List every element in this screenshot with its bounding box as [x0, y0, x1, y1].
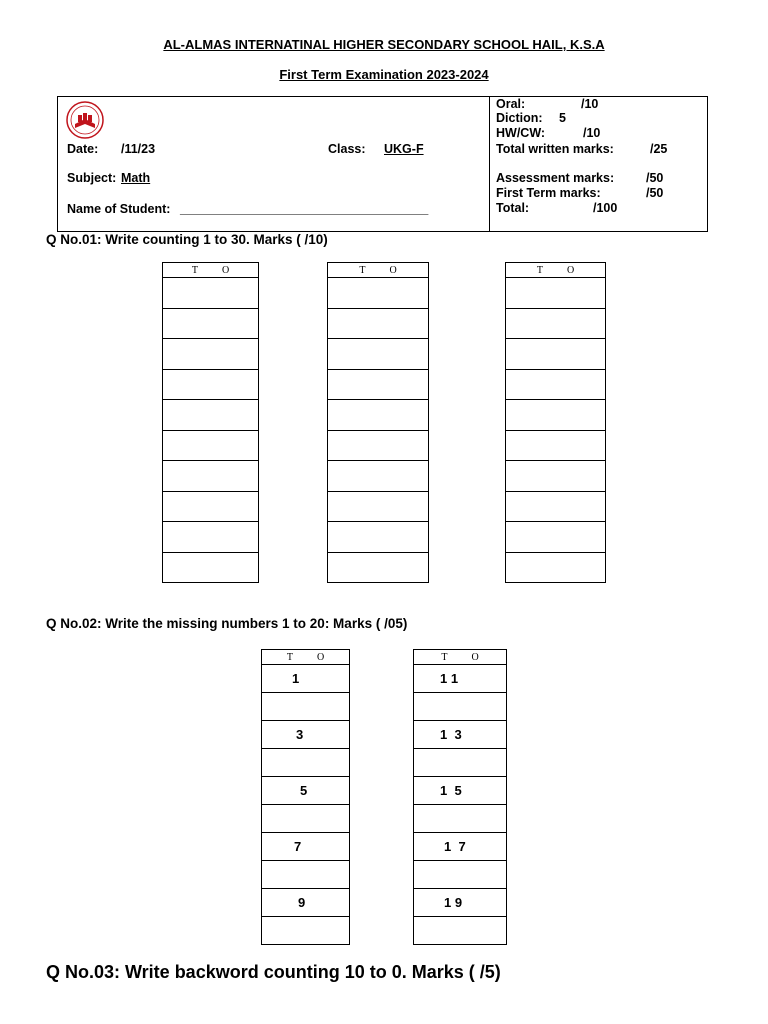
answer-cell[interactable] — [328, 339, 429, 370]
answer-cell[interactable] — [506, 491, 606, 522]
answer-cell[interactable] — [262, 693, 350, 721]
subject-label: Subject: — [67, 171, 117, 185]
col-t: T — [441, 651, 448, 663]
written-marks-label: Total written marks: — [496, 142, 614, 156]
col-o: O — [566, 264, 575, 276]
assessment-marks-value: /50 — [646, 171, 664, 185]
assessment-marks-label: Assessment marks: — [496, 171, 615, 185]
number-cell: 3 — [262, 721, 350, 749]
answer-cell[interactable] — [163, 400, 259, 431]
first-term-marks-value: /50 — [646, 186, 664, 200]
answer-cell[interactable] — [506, 400, 606, 431]
q2-grid-left — [261, 649, 350, 945]
answer-cell[interactable] — [414, 693, 507, 721]
answer-cell[interactable] — [328, 308, 429, 339]
answer-cell[interactable] — [262, 917, 350, 945]
total-label: Total: — [496, 201, 530, 215]
answer-cell[interactable] — [163, 430, 259, 461]
answer-cell[interactable] — [328, 400, 429, 431]
answer-cell[interactable] — [262, 749, 350, 777]
hwcw-label: HW/CW: — [496, 126, 546, 140]
subject-value: Math — [121, 171, 151, 185]
question-2: Q No.02: Write the missing numbers 1 to 20: Marks ( /05) — [46, 616, 408, 631]
class-value: UKG-F — [384, 142, 424, 156]
answer-cell[interactable] — [506, 522, 606, 553]
number-cell: 1 9 — [414, 889, 507, 917]
answer-cell[interactable] — [163, 339, 259, 370]
answer-cell[interactable] — [328, 278, 429, 309]
school-name: AL-ALMAS INTERNATINAL HIGHER SECONDARY SCHOOL HAIL, K.S.A — [163, 37, 605, 52]
answer-cell[interactable] — [414, 917, 507, 945]
student-name-label: Name of Student: — [67, 202, 171, 216]
q1-grid-1 — [162, 262, 259, 583]
col-o: O — [221, 264, 230, 276]
diction-value: 5 — [559, 111, 566, 125]
col-o: O — [471, 651, 479, 663]
total-value: /100 — [593, 201, 618, 215]
col-t: T — [536, 264, 543, 276]
student-name-line[interactable]: _______________________________________ — [180, 202, 428, 216]
answer-cell[interactable] — [328, 552, 429, 583]
answer-cell[interactable] — [414, 749, 507, 777]
first-term-marks-label: First Term marks: — [496, 186, 601, 200]
number-cell: 1 7 — [414, 833, 507, 861]
answer-cell[interactable] — [328, 461, 429, 492]
answer-cell[interactable] — [506, 339, 606, 370]
q2-grid-right — [413, 649, 507, 945]
oral-label: Oral: — [496, 97, 526, 111]
answer-cell[interactable] — [328, 522, 429, 553]
class-label: Class: — [328, 142, 366, 156]
date-label: Date: — [67, 142, 99, 156]
answer-cell[interactable] — [163, 278, 259, 309]
answer-cell[interactable] — [506, 369, 606, 400]
question-3: Q No.03: Write backword counting 10 to 0. Marks ( /5) — [46, 962, 501, 982]
written-marks-value: /25 — [650, 142, 668, 156]
date-value: /11/23 — [121, 142, 156, 156]
exam-title: First Term Examination 2023-2024 — [279, 67, 489, 82]
answer-cell[interactable] — [328, 369, 429, 400]
info-box-divider — [489, 96, 490, 232]
answer-cell[interactable] — [163, 491, 259, 522]
answer-cell[interactable] — [262, 861, 350, 889]
answer-cell[interactable] — [506, 552, 606, 583]
answer-cell[interactable] — [506, 278, 606, 309]
number-cell: 1 3 — [414, 721, 507, 749]
answer-cell[interactable] — [163, 552, 259, 583]
col-t: T — [359, 264, 366, 276]
q1-grid-3 — [505, 262, 606, 583]
answer-cell[interactable] — [506, 430, 606, 461]
col-t: T — [286, 651, 293, 663]
answer-cell[interactable] — [414, 805, 507, 833]
number-cell: 1 — [262, 665, 350, 693]
answer-cell[interactable] — [328, 491, 429, 522]
answer-cell[interactable] — [506, 461, 606, 492]
answer-cell[interactable] — [262, 805, 350, 833]
school-logo-icon — [62, 100, 108, 140]
q1-grid-2 — [327, 262, 429, 583]
answer-cell[interactable] — [328, 430, 429, 461]
number-cell: 1 5 — [414, 777, 507, 805]
number-cell: 1 1 — [414, 665, 507, 693]
col-o: O — [389, 264, 397, 276]
answer-cell[interactable] — [163, 369, 259, 400]
diction-label: Diction: — [496, 111, 543, 125]
answer-cell[interactable] — [414, 861, 507, 889]
answer-cell[interactable] — [163, 522, 259, 553]
question-1: Q No.01: Write counting 1 to 30. Marks ( /10) — [46, 232, 328, 247]
number-cell: 5 — [262, 777, 350, 805]
col-t: T — [191, 264, 198, 276]
answer-cell[interactable] — [163, 461, 259, 492]
col-o: O — [316, 651, 325, 663]
oral-value: /10 — [581, 97, 599, 111]
number-cell: 9 — [262, 889, 350, 917]
answer-cell[interactable] — [163, 308, 259, 339]
number-cell: 7 — [262, 833, 350, 861]
answer-cell[interactable] — [506, 308, 606, 339]
hwcw-value: /10 — [583, 126, 601, 140]
